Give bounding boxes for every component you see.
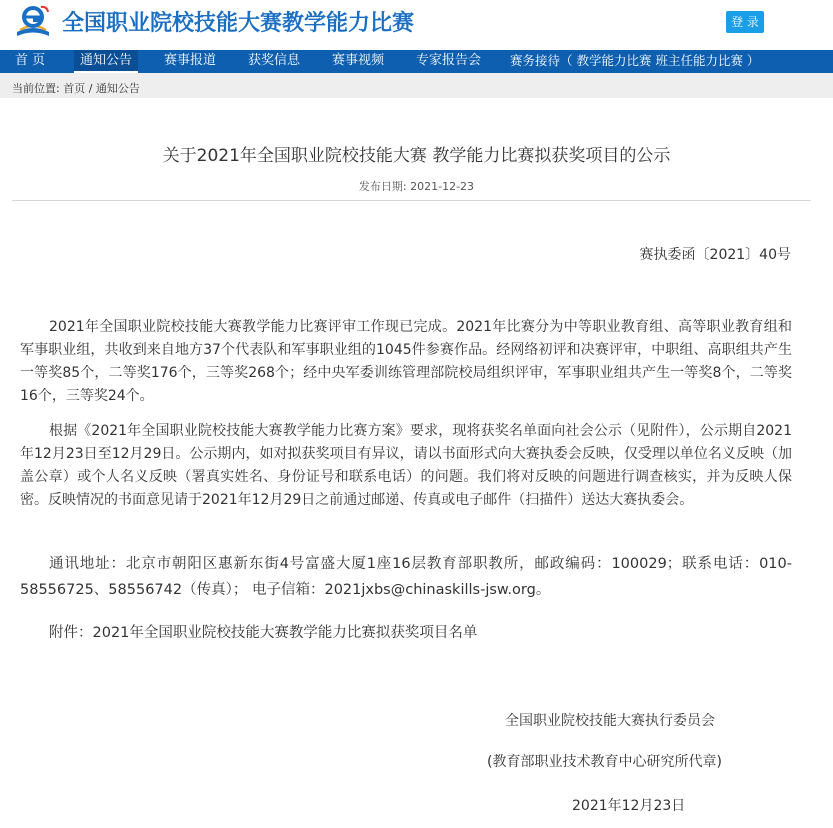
signature-seal: (教育部职业技术教育中心研究所代章) <box>487 754 722 770</box>
attachment-line[interactable]: 附件：2021年全国职业院校技能大赛教学能力比赛拟获奖项目名单 <box>49 625 478 641</box>
nav-item-label: 赛事报道 <box>164 53 217 68</box>
paragraph-text: 2021年全国职业院校技能大赛教学能力比赛评审工作现已完成。2021年比赛分为中等职业教育组、高等职业教育组和军事职业组，共收到来自地方37个代表队和军事职业组的1045件参赛作品。经网络初评和决赛评审，中职组、高职组共产生一等奖85个，二等奖176个，三等奖268个；经中央军委训练管理部院校局组织评审，军事职业组共产生一等奖8个，二等奖16个，三等奖24个。 <box>20 319 792 404</box>
nav-item-label: 首 页 <box>15 53 46 68</box>
publish-date: 发布日期: 2021-12-23 <box>358 180 475 193</box>
article-paragraph-4 <box>20 622 792 645</box>
breadcrumb <box>0 73 833 98</box>
nav-item-awards[interactable] <box>248 50 300 73</box>
breadcrumb-text[interactable]: 当前位置: 首页 / 通知公告 <box>12 82 140 95</box>
nav-item-videos[interactable] <box>332 50 384 73</box>
nav-item-expert-talks[interactable] <box>416 50 481 73</box>
main-nav <box>0 50 833 73</box>
nav-item-label: 获奖信息 <box>248 53 301 68</box>
document-number: 赛执委函〔2021〕40号 <box>639 247 791 263</box>
signature-date: 2021年12月23日 <box>572 798 686 814</box>
signature-organization: 全国职业院校技能大赛执行委员会 <box>505 713 715 729</box>
site-header <box>0 0 833 44</box>
nav-item-label: 赛事视频 <box>332 53 385 68</box>
nav-item-label: 赛务接待（ 教学能力比赛 班主任能力比赛 ） <box>510 53 760 68</box>
paragraph-text: 根据《2021年全国职业院校技能大赛教学能力比赛方案》要求，现将获奖名单面向社会公示（见附件），公示期自2021年12月23日至12月29日。公示期内，如对拟获奖项目有异议，请以书面形式向大赛执委会反映，仅受理以单位名义反映（加盖公章）或个人名义反映（署真实姓名、身份证号和联系电话）的问题。我们将对反映的问题进行调查核实，并为反映人保密。反映情况的书面意见请于2021年12月29日之前通过邮递、传真或电子邮件（扫描件）送达大赛执委会。 <box>20 423 792 508</box>
article-paragraph-2 <box>20 420 792 512</box>
article-title: 关于2021年全国职业院校技能大赛 教学能力比赛拟获奖项目的公示 <box>162 146 671 166</box>
nav-item-home[interactable] <box>15 50 45 73</box>
article-paragraph-1 <box>20 316 792 408</box>
nav-item-reception[interactable] <box>510 50 759 73</box>
login-button[interactable]: 登 录 <box>726 11 764 33</box>
paragraph-text: 通讯地址：北京市朝阳区惠新东街4号富盛大厦1座16层教育部职教所，邮政编码：100029；联系电话：010-58556725、58556742（传真）； 电子信箱：2021jxbs@chinaskills-jsw.org。 <box>20 556 792 598</box>
article-paragraph-3 <box>20 551 792 603</box>
nav-item-reports[interactable] <box>164 50 216 73</box>
nav-item-label: 专家报告会 <box>416 53 482 68</box>
nav-item-notices[interactable] <box>74 50 138 73</box>
site-title[interactable]: 全国职业院校技能大赛教学能力比赛 <box>62 11 415 36</box>
nav-item-label: 通知公告 <box>80 53 133 68</box>
book-logo-icon[interactable] <box>14 2 52 40</box>
title-divider <box>12 200 811 201</box>
